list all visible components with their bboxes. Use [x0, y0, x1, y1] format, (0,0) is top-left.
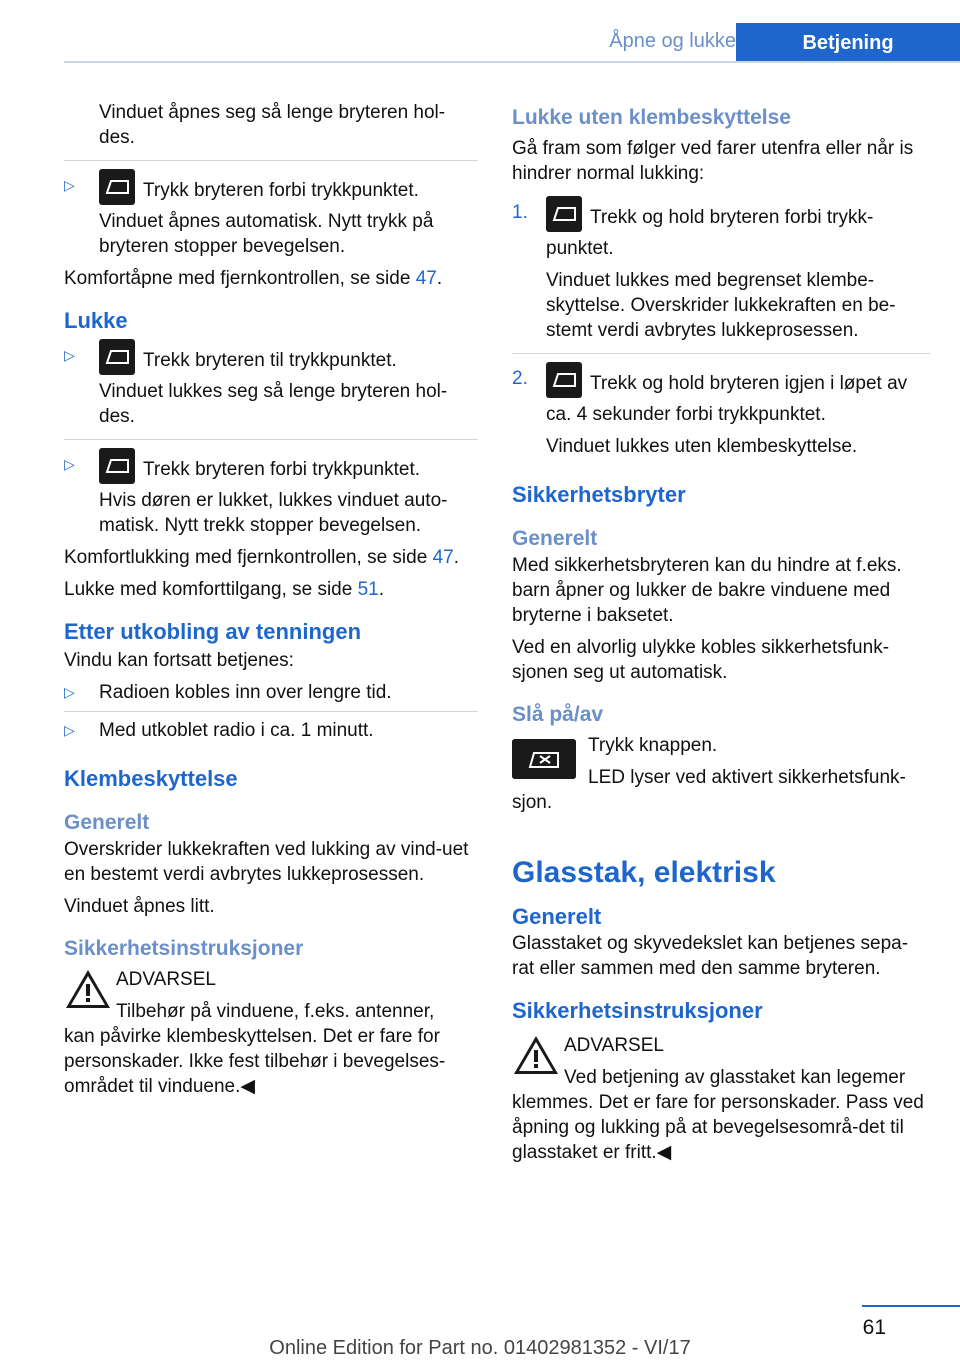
paragraph: Gå fram som følger ved farer utenfra eller når is hindrer normal lukking:	[512, 138, 914, 184]
window-switch-icon	[546, 196, 582, 232]
heading-sikkerhetsinstruksjoner: Sikkerhetsinstruksjoner	[512, 998, 763, 1023]
triangle-bullet-icon: ▷	[64, 347, 75, 363]
footer-edition: Online Edition for Part no. 01402981352 - VI/17	[269, 1337, 691, 1359]
window-switch-icon	[546, 362, 582, 398]
heading-lukke-uten: Lukke uten klembeskyttelse	[512, 106, 791, 129]
list-item-subtext: Hvis døren er lukket, lukkes vinduet auto‐matisk. Nytt trekk stopper bevegelsen.	[99, 490, 448, 536]
warning-title: ADVARSEL	[116, 969, 216, 990]
warning-text-first-line: Ved betjening av glasstaket kan legemer	[564, 1067, 906, 1088]
list-item	[64, 452, 478, 545]
item-number: 1.	[512, 202, 528, 223]
warning-triangle-icon	[64, 967, 112, 1011]
heading-generelt: Generelt	[512, 904, 602, 929]
paragraph: Vindu kan fortsatt betjenes:	[64, 650, 294, 671]
paragraph: Med sikkerhetsbryteren kan du hindre at f.eks. barn åpner og lukker de bakre vinduene med bryterne i baksetet.	[512, 555, 902, 626]
triangle-bullet-icon: ▷	[64, 456, 75, 472]
page-link[interactable]: 47	[415, 268, 437, 289]
window-switch-icon	[99, 169, 135, 205]
warning-text-first-line: Tilbehør på vinduene, f.eks. antenner,	[116, 1001, 435, 1022]
heading-klembeskyttelse: Klembeskyttelse	[64, 766, 238, 791]
divider	[64, 160, 478, 161]
list-item	[64, 718, 478, 743]
ref-text: Lukke med komforttilgang, se side	[64, 579, 358, 600]
divider	[64, 439, 478, 440]
safety-switch-icon	[512, 739, 576, 779]
warning-title: ADVARSEL	[564, 1035, 664, 1056]
switch-instruction: Trykk knappen.	[588, 735, 718, 756]
numbered-item-subtext: Vinduet lukkes uten klembeskyttelse.	[546, 436, 858, 457]
list-item-text: Radioen kobles inn over lengre tid.	[99, 682, 392, 703]
switch-led-text-cont: sjon.	[512, 792, 553, 813]
triangle-bullet-icon: ▷	[64, 684, 75, 700]
list-item-text: Med utkoblet radio i ca. 1 minutt.	[99, 720, 374, 741]
cross-reference	[64, 545, 478, 570]
safety-switch-block	[512, 733, 930, 790]
warning-block	[64, 967, 478, 1024]
header-chapter-tab: Betjening	[736, 23, 960, 63]
right-column	[512, 100, 930, 1165]
cross-reference	[64, 577, 478, 602]
numbered-item-text: Trekk og hold bryteren forbi trykk‐punktet.	[546, 207, 874, 259]
triangle-bullet-icon: ▷	[64, 722, 75, 738]
list-item	[64, 343, 478, 429]
heading-generelt: Generelt	[64, 811, 150, 834]
ref-end: .	[453, 547, 459, 568]
heading-sikkerhetsbryter: Sikkerhetsbryter	[512, 482, 686, 507]
warning-block	[512, 1033, 930, 1090]
paragraph: Vinduet åpnes seg så lenge bryteren hol‐des.	[99, 102, 446, 148]
list-item-subtext: Vinduet lukkes seg så lenge bryteren hol‐des.	[99, 381, 448, 427]
heading-sikkerhetsinstruksjoner: Sikkerhetsinstruksjoner	[64, 937, 304, 960]
ref-end: .	[436, 268, 443, 289]
paragraph: Overskrider lukkekraften ved lukking av vind‐uet en bestemt verdi avbrytes lukkeprosessen.	[64, 839, 469, 885]
list-item-subtext: Vinduet åpnes automatisk. Nytt trykk på bryteren stopper bevegelsen.	[99, 211, 434, 257]
heading-sla-pa-av: Slå på/av	[512, 703, 604, 726]
ref-text: Komfortlukking med fjernkontrollen, se side	[64, 547, 433, 568]
numbered-item-text: Trekk og hold bryteren igjen i løpet av ca. 4 sekunder forbi trykkpunktet.	[546, 373, 908, 425]
ref-text: Komfortåpne med fjernkontrollen, se side	[64, 268, 416, 289]
warning-text: kan påvirke klembeskyttelsen. Det er fare for personskader. Ikke fest tilbehør i bevegelses‐området til vinduene.◀	[64, 1026, 446, 1097]
numbered-item	[512, 366, 930, 459]
warning-text: klemmes. Det er fare for personskader. Pass ved åpning og lukking på at bevegelsesområ‐det til glasstaket er fritt.◀	[512, 1092, 924, 1163]
divider	[512, 353, 930, 354]
numbered-item	[512, 200, 930, 343]
list-item-text: Trekk bryteren til trykkpunktet.	[143, 350, 397, 372]
heading-etter-utkobling: Etter utkobling av tenningen	[64, 619, 362, 644]
cross-reference	[64, 266, 478, 291]
numbered-item-subtext: Vinduet lukkes med begrenset klembe‐skyttelse. Overskrider lukkekraften en be‐stemt verdi avbrytes lukkeprosessen.	[546, 270, 896, 341]
list-item-text: Trykk bryteren forbi trykkpunktet.	[143, 180, 419, 202]
left-column	[64, 100, 478, 1099]
page-link[interactable]: 51	[357, 579, 379, 600]
heading-generelt: Generelt	[512, 527, 598, 550]
window-switch-icon	[99, 448, 135, 484]
list-item	[64, 173, 478, 266]
header-rule	[64, 61, 960, 63]
switch-led-text: LED lyser ved aktivert sikkerhetsfunk‐	[588, 767, 906, 788]
header-section-title: Åpne og lukke	[609, 30, 736, 52]
triangle-bullet-icon: ▷	[64, 177, 75, 193]
page-number: 61	[862, 1316, 886, 1339]
item-number: 2.	[512, 368, 528, 389]
footer-rule	[862, 1305, 960, 1307]
ref-end: .	[378, 579, 385, 600]
paragraph: Vinduet åpnes litt.	[64, 896, 215, 917]
heading-glasstak: Glasstak, elektrisk	[512, 856, 776, 889]
window-switch-icon	[99, 339, 135, 375]
heading-lukke: Lukke	[64, 308, 128, 333]
paragraph: Ved en alvorlig ulykke kobles sikkerhetsfunk‐sjonen seg ut automatisk.	[512, 637, 890, 683]
list-item-text: Trekk bryteren forbi trykkpunktet.	[143, 459, 421, 481]
paragraph: Glasstaket og skyvedekslet kan betjenes sepa‐rat eller sammen med den samme bryteren.	[512, 933, 909, 979]
warning-triangle-icon	[512, 1033, 560, 1077]
list-item	[64, 680, 478, 705]
page-link[interactable]: 47	[432, 547, 454, 568]
divider	[64, 711, 478, 712]
